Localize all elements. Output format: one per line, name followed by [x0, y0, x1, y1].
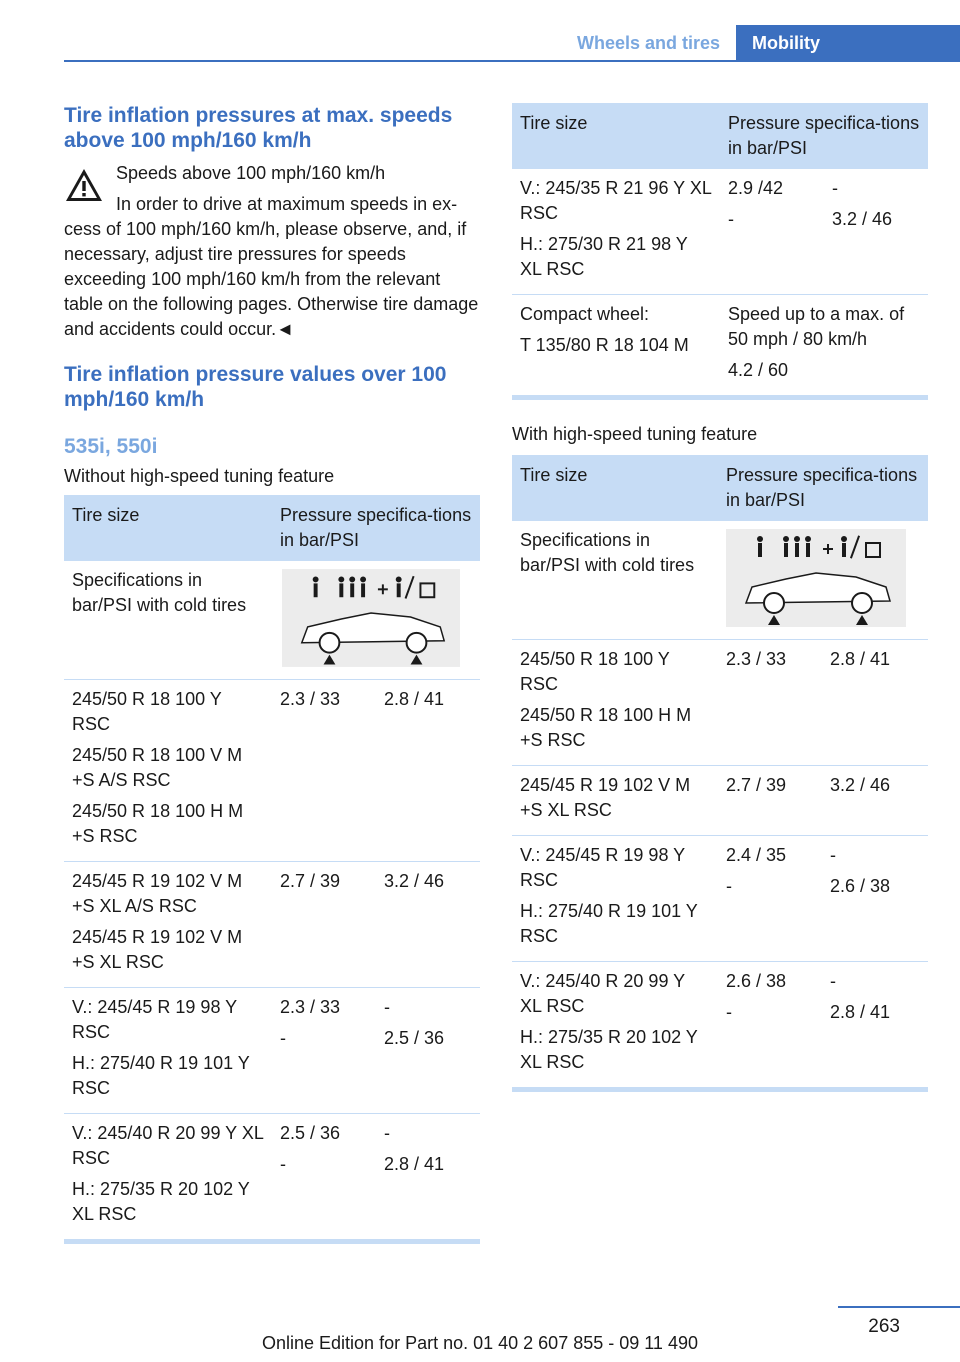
col-header-pressure: Pressure specifica-tions in bar/PSI	[718, 455, 928, 521]
table-row: V.: 245/45 R 19 98 Y RSC H.: 275/40 R 19 101 Y RSC 2.4 / 35 - - 2.6 / 38	[512, 836, 928, 962]
load-diagram	[272, 561, 480, 680]
table-caption-with-tuning: With high-speed tuning feature	[512, 424, 758, 444]
table-row: V.: 245/40 R 20 99 Y XL RSC H.: 275/35 R 20 102 Y XL RSC 2.5 / 36 - - 2.8 / 41	[64, 1114, 480, 1242]
car-load-icon	[726, 529, 906, 627]
heading-pressure-values: Tire inflation pressure values over 100 mph/160 km/h	[64, 363, 447, 411]
right-column	[512, 103, 928, 1092]
compact-wheel-row: Compact wheel: T 135/80 R 18 104 M Speed up to a max. of 50 mph / 80 km/h 4.2 / 60	[512, 295, 928, 398]
footer-rule	[838, 1306, 960, 1308]
table-row: 245/45 R 19 102 V M +S XL RSC 2.7 / 39 3.2 / 46	[512, 766, 928, 836]
col-header-tire-size: Tire size	[512, 103, 720, 169]
table-row: V.: 245/35 R 21 96 Y XL RSC H.: 275/30 R 21 98 Y XL RSC 2.9 /42 - - 3.2 / 46	[512, 169, 928, 295]
car-load-icon	[282, 569, 460, 667]
table-row: V.: 245/45 R 19 98 Y RSC H.: 275/40 R 19 101 Y RSC 2.3 / 33 - - 2.5 / 36	[64, 988, 480, 1114]
load-diagram	[718, 521, 928, 640]
col-header-pressure: Pressure specifica-tions in bar/PSI	[720, 103, 928, 169]
edition-footer: Online Edition for Part no. 01 40 2 607 855 - 09 11 490	[262, 1333, 698, 1353]
pressure-table-with-tuning	[512, 455, 928, 1092]
header-chapter-tab: Mobility	[736, 25, 960, 61]
pressure-table-without-tuning	[64, 495, 480, 1244]
model-heading: 535i, 550i	[64, 435, 158, 458]
warning-text: cess of 100 mph/160 km/h, please observe, and, if necessary, adjust tire pressures for speeds exceeding 100 mph/160 km/h from the relevant table on the following pages. Otherwise tire damage and accidents could occur.◄	[64, 219, 479, 339]
heading-max-speed-pressures: Tire inflation pressures at max. speeds above 100 mph/160 km/h	[64, 104, 453, 152]
specs-cold-tires-label: Specifications in bar/PSI with cold tires	[64, 561, 272, 680]
table-caption-without-tuning: Without high-speed tuning feature	[64, 466, 335, 486]
table-row: 245/45 R 19 102 V M +S XL A/S RSC 245/45 R 19 102 V M +S XL RSC 2.7 / 39 3.2 / 46	[64, 862, 480, 988]
col-header-pressure: Pressure specifica-tions in bar/PSI	[272, 495, 480, 561]
specs-cold-tires-label: Specifications in bar/PSI with cold tires	[512, 521, 718, 640]
table-row: V.: 245/40 R 20 99 Y XL RSC H.: 275/35 R 20 102 Y XL RSC 2.6 / 38 - - 2.8 / 41	[512, 962, 928, 1090]
col-header-tire-size: Tire size	[512, 455, 718, 521]
left-column	[64, 103, 480, 1244]
header-section-tab: Wheels and tires	[576, 33, 720, 53]
pressure-table-continued	[512, 103, 928, 400]
table-row: 245/50 R 18 100 Y RSC 245/50 R 18 100 V M +S A/S RSC 245/50 R 18 100 H M +S RSC 2.3 / 33 2.8 / 41	[64, 680, 480, 862]
warning-text-first-line: In order to drive at maximum speeds in ex-	[116, 194, 458, 214]
col-header-tire-size: Tire size	[64, 495, 272, 561]
warning-title: Speeds above 100 mph/160 km/h	[116, 163, 386, 183]
header-rule	[64, 60, 960, 62]
page-number: 263	[868, 1316, 900, 1337]
warning-triangle-icon	[64, 167, 104, 203]
table-row: 245/50 R 18 100 Y RSC 245/50 R 18 100 H M +S RSC 2.3 / 33 2.8 / 41	[512, 640, 928, 766]
warning-block	[64, 161, 480, 342]
